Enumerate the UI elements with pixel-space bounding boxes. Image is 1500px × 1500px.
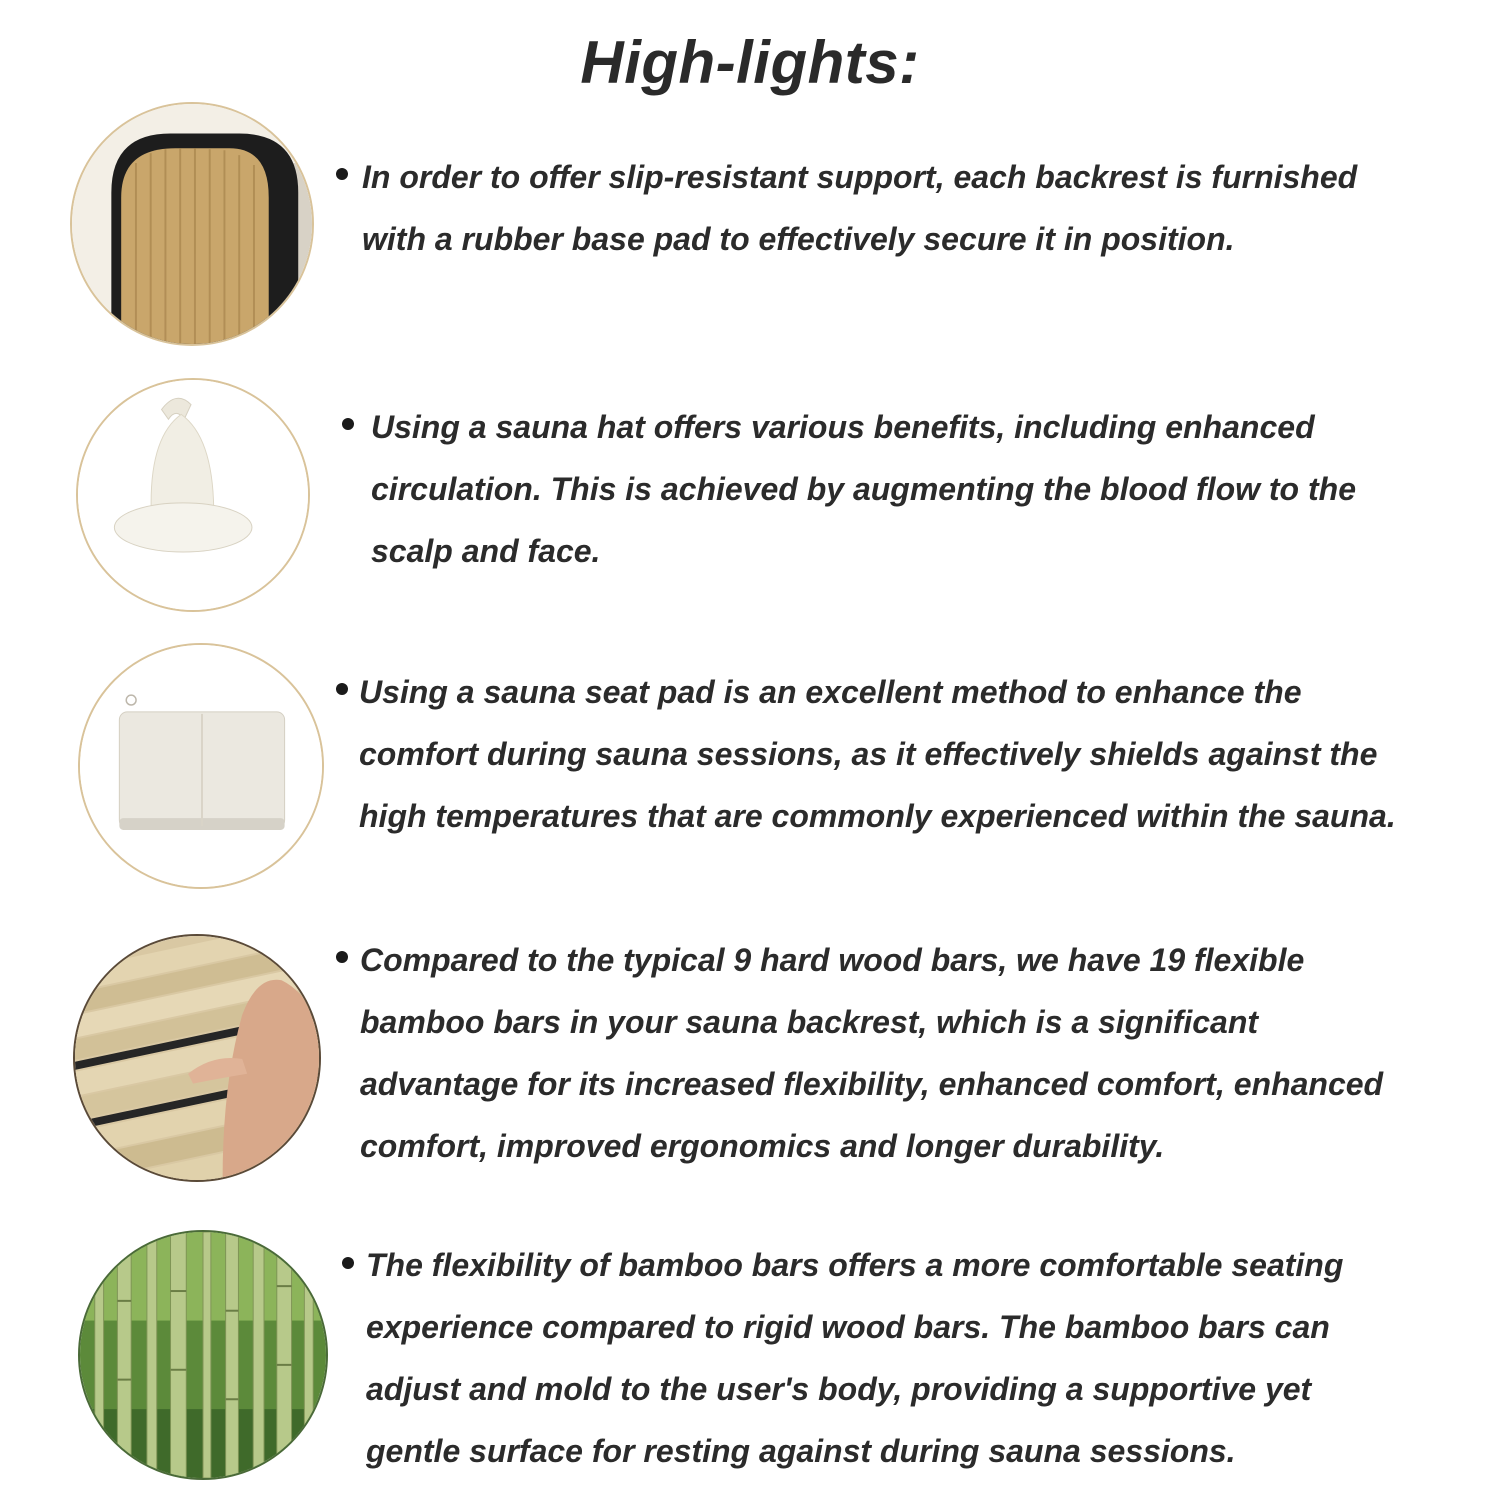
text-line: Using a sauna hat offers various benefits, including enhanced [371, 409, 1315, 445]
text-line: In order to offer slip-resistant support, each backrest is furnished [362, 159, 1358, 195]
text-line: adjust and mold to the user's body, providing a supportive yet [366, 1371, 1312, 1407]
text-line: advantage for its increased flexibility, enhanced comfort, enhanced [360, 1066, 1384, 1102]
text-line: The flexibility of bamboo bars offers a more comfortable seating [366, 1247, 1344, 1283]
bamboo-forest-photo [78, 1230, 328, 1480]
text-line: comfort during sauna sessions, as it effectively shields against the [359, 736, 1378, 772]
text-line: experience compared to rigid wood bars. The bamboo bars can [366, 1309, 1330, 1345]
highlight-text [362, 146, 1357, 270]
highlight-text [359, 661, 1396, 847]
bullet-dot [342, 1257, 354, 1269]
sauna-seat-pad-photo [78, 643, 324, 889]
bamboo-bars-closeup-photo [73, 934, 321, 1182]
highlight-text [360, 929, 1383, 1177]
bullet-dot [336, 683, 348, 695]
text-line: comfort, improved ergonomics and longer durability. [360, 1128, 1165, 1164]
sauna-hat-photo [76, 378, 310, 612]
seat-pad-image [80, 645, 322, 887]
text-line: scalp and face. [371, 533, 601, 569]
bullet-dot [336, 168, 348, 180]
text-line: high temperatures that are commonly experienced within the sauna. [359, 798, 1396, 834]
text-line: circulation. This is achieved by augmenting the blood flow to the [371, 471, 1356, 507]
text-line: gentle surface for resting against during sauna sessions. [366, 1433, 1236, 1469]
bamboo-bars-image [75, 936, 319, 1180]
backrest-image [72, 104, 312, 344]
text-line: Compared to the typical 9 hard wood bars, we have 19 flexible [360, 942, 1305, 978]
page-title: High-lights: [580, 29, 920, 96]
bullet-dot [342, 418, 354, 430]
backrest-rubber-pad-photo [70, 102, 314, 346]
text-line: Using a sauna seat pad is an excellent method to enhance the [359, 674, 1302, 710]
highlight-text [366, 1234, 1343, 1482]
text-line: with a rubber base pad to effectively secure it in position. [362, 221, 1235, 257]
bullet-dot [336, 951, 348, 963]
sauna-hat-image [78, 380, 308, 610]
highlight-text [371, 396, 1356, 582]
bamboo-forest-image [80, 1232, 326, 1478]
text-line: bamboo bars in your sauna backrest, which is a significant [360, 1004, 1259, 1040]
